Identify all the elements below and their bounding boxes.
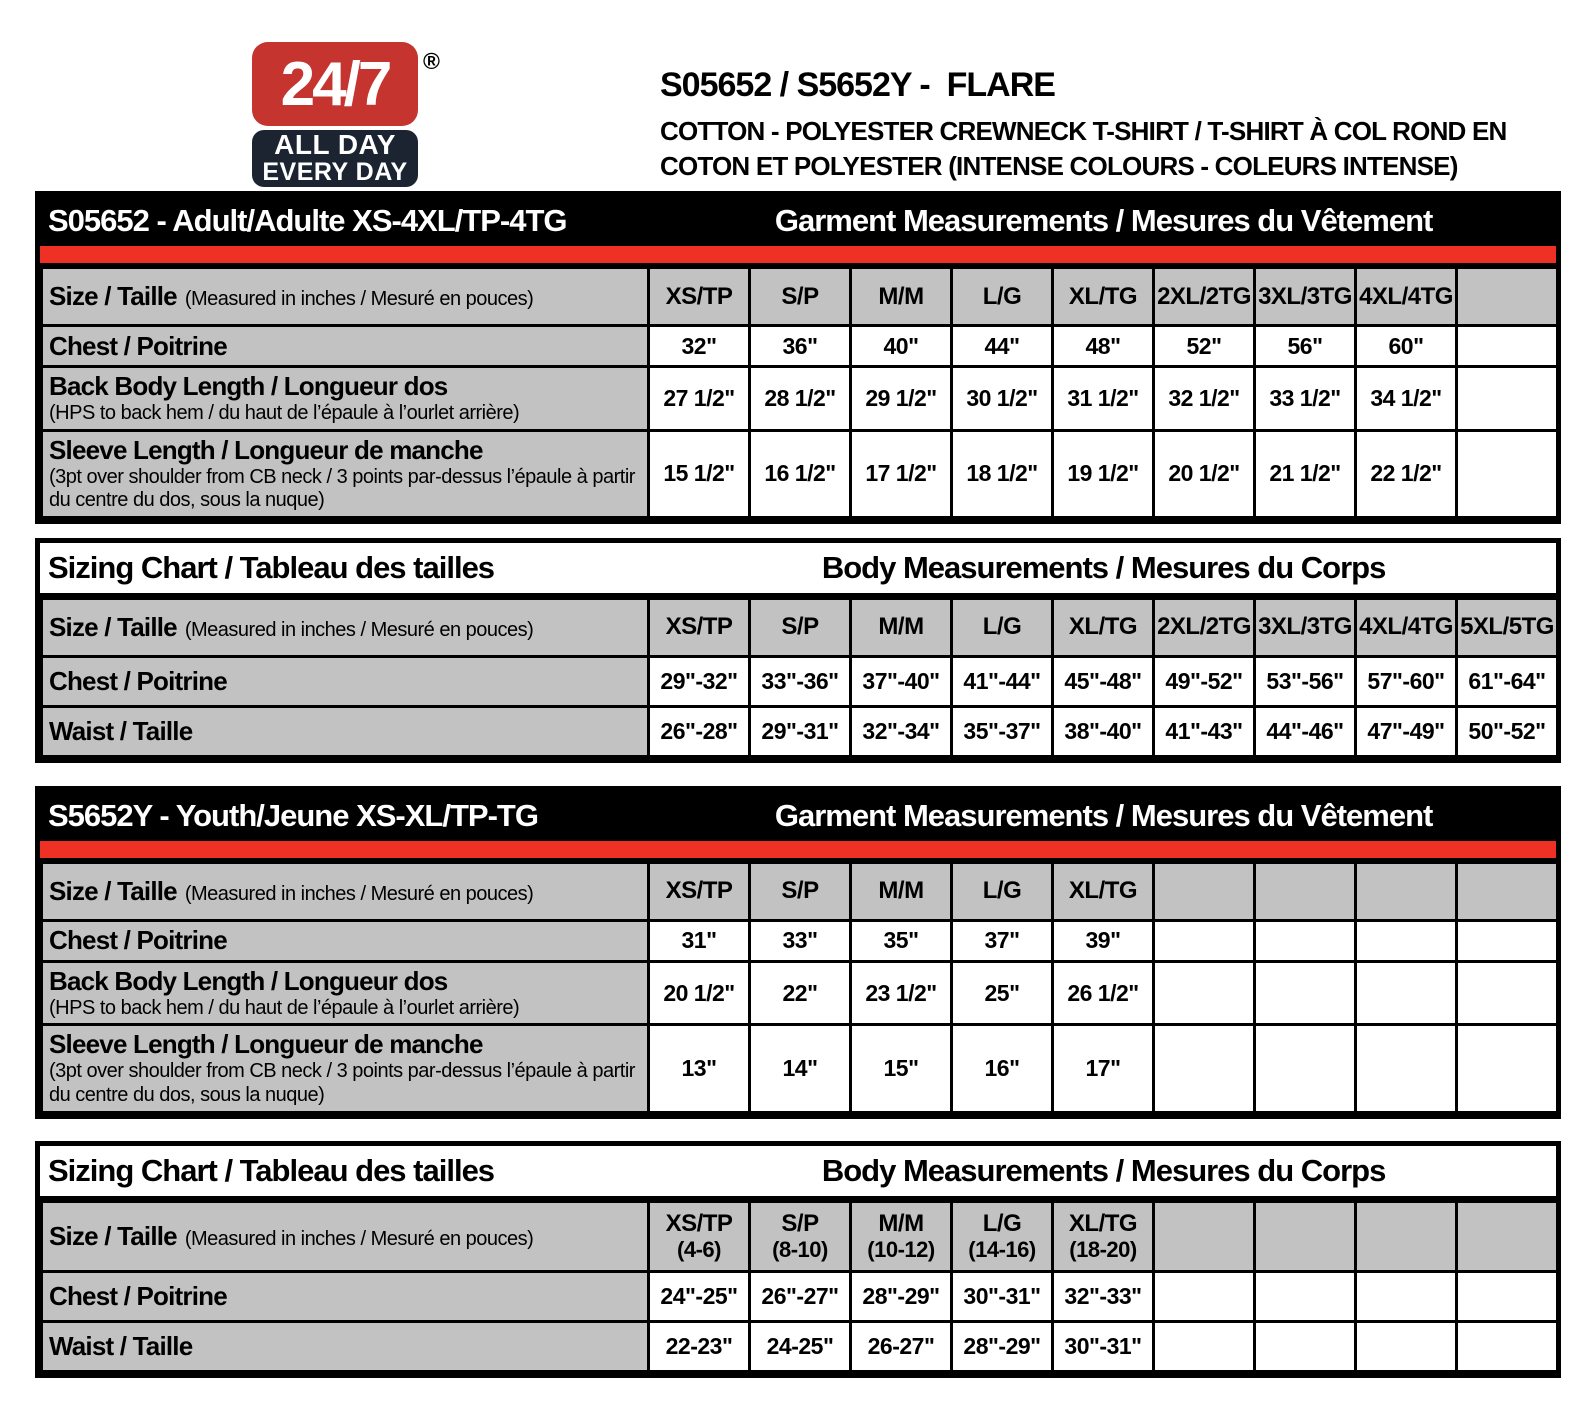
value-cell: 26"-27" [750,1271,851,1321]
value-cell: 29"-32" [649,656,750,706]
value-cell: 20 1/2" [649,961,750,1025]
measurement-table [40,266,1559,519]
row-label: Back Body Length / Longueur dos [49,965,448,996]
page-subtitle [660,114,1506,183]
table-row [42,1321,1558,1371]
value-cell: 41"-43" [1154,706,1255,756]
value-cell: 19 1/2" [1053,430,1154,517]
table-title-right: Garment Measurements / Mesures du Vêtement [774,797,1433,833]
size-header-cell: XL/TG [1053,862,1154,920]
size-label: Size / Taille [49,611,177,642]
value-cell: 13" [649,1025,750,1112]
value-cell [1255,961,1356,1025]
value-cell: 14" [750,1025,851,1112]
size-header-row [42,1201,1558,1271]
value-cell: 26-27" [851,1321,952,1371]
value-cell: 53"-56" [1255,656,1356,706]
size-header-sub: (10-12) [867,1237,935,1263]
registered-trademark-icon: ® [423,48,440,74]
table-title-left: Sizing Chart / Tableau des tailles [48,549,495,585]
size-label: Size / Taille [49,281,177,311]
table-row [42,1271,1558,1321]
value-cell: 15 1/2" [649,430,750,517]
value-cell: 30 1/2" [952,367,1053,431]
logo-24-7-badge [252,42,418,126]
size-header-cell: S/P (8-10) [750,1201,851,1271]
size-header-sub: (4-6) [677,1237,721,1263]
value-cell: 31" [649,920,750,961]
size-label-note: (Measured in inches / Mesuré en pouces) [184,618,534,641]
table-row [42,1025,1558,1112]
table-title-right: Garment Measurements / Mesures du Vêtement [774,203,1433,238]
logo-all-day-text: ALL DAY [274,129,396,161]
value-cell: 32" [649,326,750,367]
size-label-note: (Measured in inches / Mesuré en pouces) [184,1227,534,1250]
value-cell: 47"-49" [1356,706,1457,756]
size-label: Size / Taille [49,1220,177,1251]
table-row [42,430,1558,517]
size-label-note: (Measured in inches / Mesuré en pouces) [184,882,534,905]
value-cell [1457,1321,1558,1371]
row-label-cell [42,326,649,367]
row-label-note: (HPS to back hem / du haut de l’épaule à l’ourlet arrière) [49,402,520,424]
value-cell [1255,1025,1356,1112]
size-header-cell: XL/TG (18-20) [1053,1201,1154,1271]
value-cell [1356,1271,1457,1321]
value-cell [1154,961,1255,1025]
page-title: S05652 / S5652Y - FLARE [660,66,1055,104]
size-header-cell [1255,1201,1356,1271]
value-cell: 29"-31" [750,706,851,756]
value-cell: 30"-31" [1053,1321,1154,1371]
value-cell: 28 1/2" [750,367,851,431]
value-cell: 24"-25" [649,1271,750,1321]
value-cell [1154,1025,1255,1112]
size-header-row [42,862,1558,920]
value-cell [1154,920,1255,961]
value-cell: 41"-44" [952,656,1053,706]
table-row [42,961,1558,1025]
table-title-bar [40,1146,1556,1200]
row-label-cell [42,1271,649,1321]
row-label-cell [42,1025,649,1112]
row-label-note: (3pt over shoulder from CB neck / 3 points par-dessus l’épaule à partir du centre du dos, sous la nuque) [49,1060,635,1106]
value-cell [1457,1271,1558,1321]
value-cell: 38"-40" [1053,706,1154,756]
value-cell: 17 1/2" [851,430,952,517]
value-cell: 40" [851,326,952,367]
logo-every-day-text: EVERY DAY [262,158,408,187]
value-cell [1356,920,1457,961]
value-cell: 29 1/2" [851,367,952,431]
value-cell: 26"-28" [649,706,750,756]
value-cell [1356,961,1457,1025]
value-cell: 49"-52" [1154,656,1255,706]
size-header-cell [1356,1201,1457,1271]
size-header-cell [1356,862,1457,920]
value-cell: 22 1/2" [1356,430,1457,517]
value-cell: 36" [750,326,851,367]
size-label-cell [42,862,649,920]
value-cell [1457,430,1558,517]
value-cell: 30"-31" [952,1271,1053,1321]
size-header-cell: XS/TP (4-6) [649,1201,750,1271]
size-header-cell [1154,862,1255,920]
table-adult-body-measurements [35,538,1561,763]
row-label-cell [42,961,649,1025]
size-header-cell [1154,1201,1255,1271]
row-label: Back Body Length / Longueur dos [49,371,448,401]
size-header-cell: XL/TG [1053,268,1154,326]
red-accent-bar [40,841,1556,861]
table-title-right: Body Measurements / Mesures du Corps [821,1152,1386,1188]
value-cell: 20 1/2" [1154,430,1255,517]
value-cell: 26 1/2" [1053,961,1154,1025]
size-header-cell [1457,862,1558,920]
value-cell [1255,1321,1356,1371]
size-header-row [42,268,1558,326]
size-header-cell: L/G [952,598,1053,656]
table-title-bar [40,543,1556,597]
table-title-bar [40,196,1556,246]
value-cell: 22" [750,961,851,1025]
value-cell: 28"-29" [851,1271,952,1321]
size-label-cell [42,268,649,326]
value-cell: 25" [952,961,1053,1025]
size-header-cell: XL/TG [1053,598,1154,656]
value-cell: 21 1/2" [1255,430,1356,517]
value-cell: 32 1/2" [1154,367,1255,431]
table-title-bar [40,791,1556,841]
size-header-cell: 2XL/2TG [1154,598,1255,656]
table-title-left: S05652 - Adult/Adulte XS-4XL/TP-4TG [48,203,567,238]
row-label-cell [42,656,649,706]
row-label: Waist / Taille [49,1330,193,1361]
row-label-cell [42,367,649,431]
value-cell: 50"-52" [1457,706,1558,756]
row-label-note: (HPS to back hem / du haut de l’épaule à l’ourlet arrière) [49,996,520,1019]
size-header-cell: XS/TP [649,598,750,656]
value-cell: 32"-33" [1053,1271,1154,1321]
table-title-right: Body Measurements / Mesures du Corps [821,549,1386,585]
table-youth-garment-measurements [35,786,1561,1119]
value-cell: 28"-29" [952,1321,1053,1371]
size-header-cell: L/G (14-16) [952,1201,1053,1271]
measurement-table [40,861,1559,1114]
value-cell: 35" [851,920,952,961]
size-header-cell: S/P [750,598,851,656]
row-label: Sleeve Length / Longueur de manche [49,1029,483,1060]
red-accent-bar [40,246,1556,266]
size-header-sub: (18-20) [1069,1237,1137,1263]
table-youth-body-measurements [35,1141,1561,1378]
row-label-cell [42,706,649,756]
value-cell: 57"-60" [1356,656,1457,706]
row-label-cell [42,430,649,517]
value-cell: 44" [952,326,1053,367]
size-header-row [42,598,1558,656]
value-cell: 16 1/2" [750,430,851,517]
table-row [42,656,1558,706]
value-cell: 34 1/2" [1356,367,1457,431]
size-label: Size / Taille [49,875,177,906]
table-row [42,920,1558,961]
value-cell [1457,920,1558,961]
size-header-cell: L/G [952,268,1053,326]
logo-24-7-text: 24/7 [280,49,390,119]
row-label-note: (3pt over shoulder from CB neck / 3 points par-dessus l’épaule à partir du centre du dos, sous la nuque) [49,465,635,512]
row-label-cell [42,920,649,961]
value-cell [1457,1025,1558,1112]
value-cell: 60" [1356,326,1457,367]
value-cell: 35"-37" [952,706,1053,756]
value-cell: 52" [1154,326,1255,367]
size-header-cell: 3XL/3TG [1255,598,1356,656]
value-cell [1154,1321,1255,1371]
value-cell: 56" [1255,326,1356,367]
value-cell: 33"-36" [750,656,851,706]
value-cell: 32"-34" [851,706,952,756]
row-label-cell [42,1321,649,1371]
size-header-cell: 3XL/3TG [1255,268,1356,326]
size-header-sub: (8-10) [772,1237,828,1263]
row-label: Chest / Poitrine [49,1280,227,1311]
size-header-cell: 4XL/4TG [1356,598,1457,656]
table-title-left: S5652Y - Youth/Jeune XS-XL/TP-TG [48,797,538,833]
table-row [42,706,1558,756]
size-header-cell [1457,268,1558,326]
value-cell [1457,961,1558,1025]
value-cell: 61"-64" [1457,656,1558,706]
size-header-cell: XS/TP [649,862,750,920]
value-cell: 27 1/2" [649,367,750,431]
size-header-cell: M/M (10-12) [851,1201,952,1271]
value-cell: 23 1/2" [851,961,952,1025]
size-header-cell: 4XL/4TG [1356,268,1457,326]
size-label-note: (Measured in inches / Mesuré en pouces) [184,288,534,310]
page-subtitle-line2: COTON ET POLYESTER (INTENSE COLOURS - COLEURS INTENSE) [660,150,1458,181]
row-label: Waist / Taille [49,715,193,746]
value-cell [1356,1321,1457,1371]
measurement-table [40,1200,1559,1373]
value-cell: 22-23" [649,1321,750,1371]
size-header-cell: 2XL/2TG [1154,268,1255,326]
row-label: Chest / Poitrine [49,330,227,361]
page-subtitle-line1: COTTON - POLYESTER CREWNECK T-SHIRT / T-SHIRT À COL ROND EN [660,116,1507,146]
row-label: Chest / Poitrine [49,665,227,696]
table-adult-garment-measurements [35,191,1561,524]
table-row [42,326,1558,367]
value-cell: 44"-46" [1255,706,1356,756]
size-header-cell: M/M [851,268,952,326]
value-cell [1457,326,1558,367]
value-cell: 45"-48" [1053,656,1154,706]
size-label-cell [42,598,649,656]
value-cell [1356,1025,1457,1112]
row-label: Chest / Poitrine [49,925,227,956]
size-header-cell [1255,862,1356,920]
value-cell: 18 1/2" [952,430,1053,517]
value-cell: 31 1/2" [1053,367,1154,431]
logo-all-day-badge [252,130,418,187]
measurement-table [40,597,1559,758]
value-cell [1255,1271,1356,1321]
value-cell [1457,367,1558,431]
row-label: Sleeve Length / Longueur de manche [49,434,483,465]
value-cell: 39" [1053,920,1154,961]
size-header-cell: S/P [750,862,851,920]
value-cell: 37" [952,920,1053,961]
value-cell: 48" [1053,326,1154,367]
size-header-cell: M/M [851,862,952,920]
table-row [42,367,1558,431]
sizing-tables [35,191,1561,1378]
value-cell: 33 1/2" [1255,367,1356,431]
value-cell: 16" [952,1025,1053,1112]
size-label-cell [42,1201,649,1271]
table-title-left: Sizing Chart / Tableau des tailles [48,1152,495,1188]
value-cell: 24-25" [750,1321,851,1371]
size-header-sub: (14-16) [968,1237,1036,1263]
value-cell [1154,1271,1255,1321]
size-header-cell: 5XL/5TG [1457,598,1558,656]
size-header-cell: XS/TP [649,268,750,326]
size-header-cell: M/M [851,598,952,656]
value-cell [1255,920,1356,961]
size-header-cell: S/P [750,268,851,326]
value-cell: 33" [750,920,851,961]
value-cell: 37"-40" [851,656,952,706]
size-header-cell: L/G [952,862,1053,920]
value-cell: 15" [851,1025,952,1112]
size-header-cell [1457,1201,1558,1271]
value-cell: 17" [1053,1025,1154,1112]
